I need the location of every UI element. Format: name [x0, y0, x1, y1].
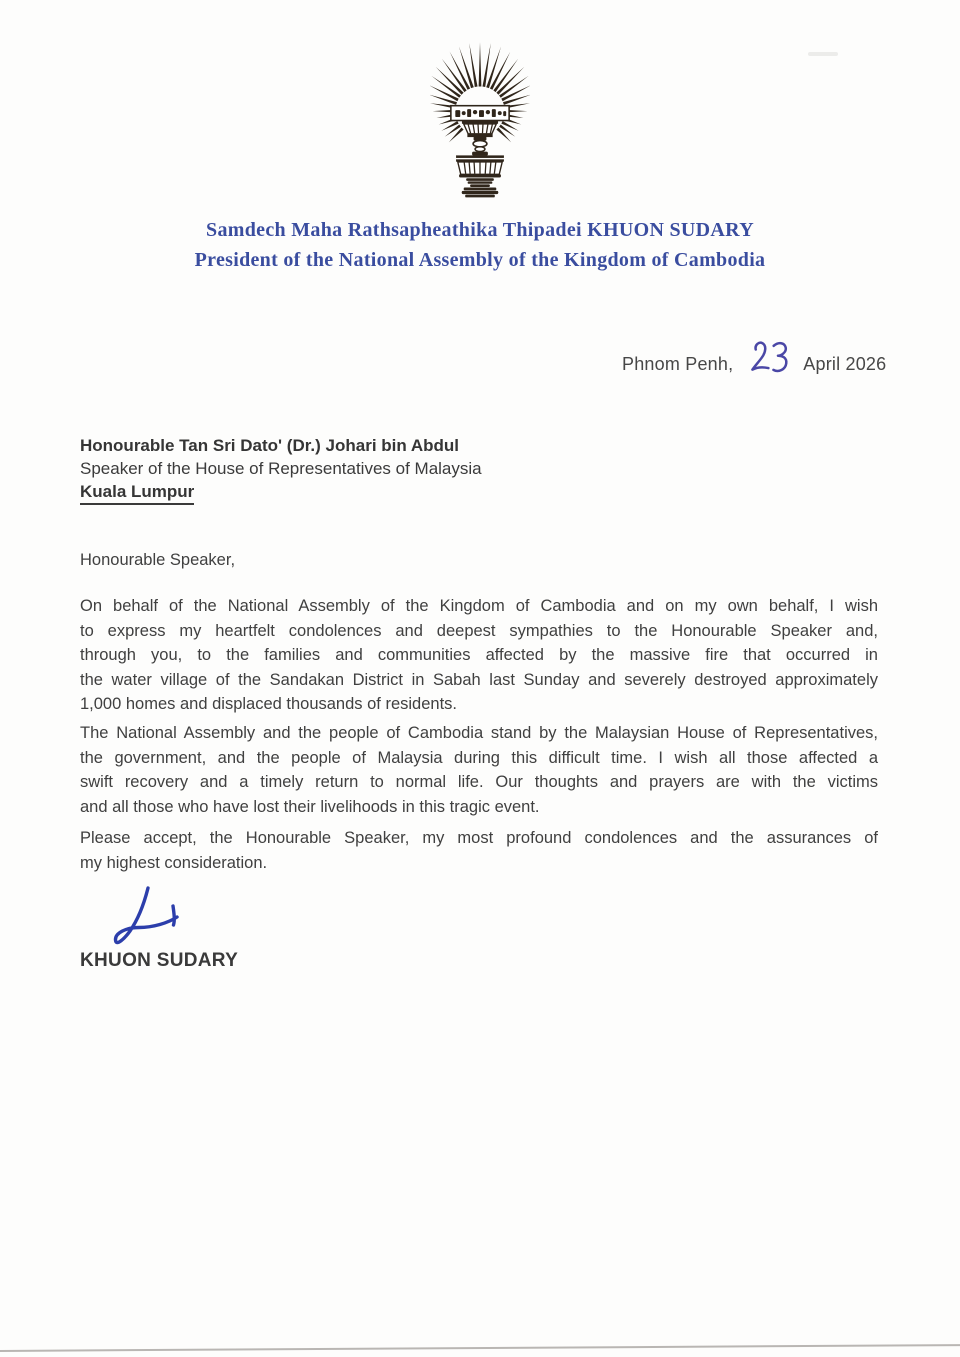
- signatory-name: KHUON SUDARY: [80, 950, 239, 971]
- emblem-bowl: [456, 156, 503, 178]
- recipient-name: Honourable Tan Sri Dato' (Dr.) Johari bin Abdul: [80, 436, 459, 455]
- emblem-stem: [473, 137, 488, 155]
- dateline-month-year: April 2026: [803, 354, 887, 374]
- body-line: and all those who have lost their livelihoods in this tragic event.: [80, 797, 540, 816]
- dateline-place: Phnom Penh,: [622, 354, 734, 374]
- recipient-city: Kuala Lumpur: [80, 480, 194, 505]
- scan-edge-line: [0, 1344, 960, 1352]
- recipient-block: [80, 434, 482, 505]
- body-line: my highest consideration.: [80, 853, 268, 872]
- handwritten-signature: [112, 880, 196, 952]
- handwritten-day-23: [747, 339, 793, 380]
- dateline: [622, 334, 886, 375]
- body-line: through you, to the families and communities affected by the massive fire that occurred in: [80, 646, 878, 664]
- letterhead: [0, 216, 960, 275]
- recipient-position: Speaker of the House of Representatives of Malaysia: [80, 459, 482, 478]
- body-line: to express my heartfelt condolences and deepest sympathies to the Honourable Speaker and,: [80, 621, 878, 640]
- body-paragraph-1: [80, 594, 878, 717]
- body-line: the government, and the people of Malaysia during this difficult time. I wish all those affected a: [80, 748, 878, 767]
- body-line: The National Assembly and the people of Cambodia stand by the Malaysian House of Representatives,: [80, 724, 878, 742]
- letterhead-subtitle: President of the National Assembly of the Kingdom of Cambodia: [194, 248, 766, 271]
- body-line: swift recovery and a timely return to normal life. Our thoughts and prayers are with the victims: [80, 773, 878, 791]
- body-paragraph-3: [80, 826, 878, 875]
- body-paragraph-2: [80, 721, 878, 819]
- emblem-pedestal: [462, 178, 499, 197]
- letterhead-title: Samdech Maha Rathsapheathika Thipadei KHUON SUDARY: [206, 219, 754, 241]
- scan-artifact: [808, 52, 838, 56]
- national-assembly-of-cambodia-emblem-icon: [430, 42, 530, 200]
- salutation: Honourable Speaker,: [80, 551, 236, 569]
- body-line: On behalf of the National Assembly of the Kingdom of Cambodia and on my own behalf, I wish: [80, 597, 878, 615]
- emblem-upper-cup: [462, 121, 498, 137]
- body-line: Please accept, the Honourable Speaker, my most profound condolences and the assurances of: [80, 829, 878, 847]
- body-line: 1,000 homes and displaced thousands of residents.: [80, 695, 458, 713]
- body-line: the water village of the Sandakan District in Sabah last Sunday and severely destroyed approximately: [80, 670, 878, 689]
